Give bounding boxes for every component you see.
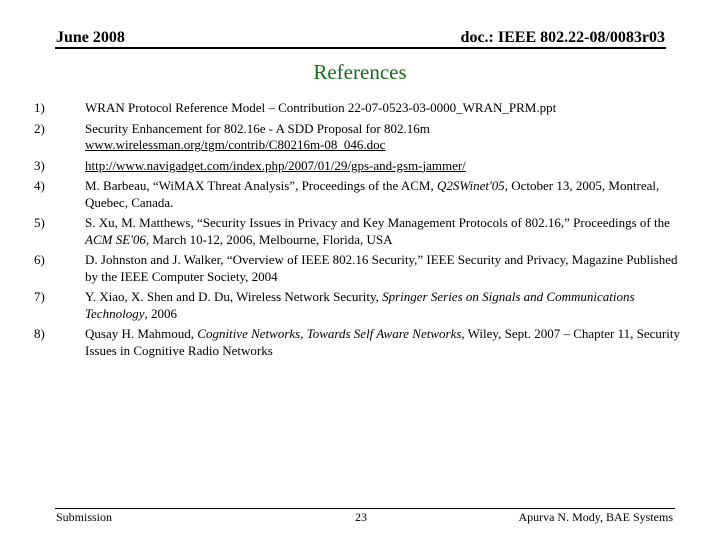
reference-text <box>85 100 684 117</box>
reference-item <box>34 289 684 322</box>
reference-text <box>85 158 684 175</box>
reference-text <box>85 121 684 154</box>
reference-item <box>34 252 684 285</box>
reference-text-segment: Security Enhancement for 802.16e - A SDD Proposal for 802.16m <box>85 120 430 136</box>
reference-italic-text: Springer Series on Signals and Communications Technology <box>85 289 635 321</box>
header-doc-id: doc.: IEEE 802.22-08/0083r03 <box>460 29 665 46</box>
reference-text-segment: , 2006 <box>144 305 177 321</box>
reference-text-segment: S. Xu, M. Matthews, “Security Issues in Privacy and Key Management Protocols of 802.16,” Proceedings of the <box>85 215 670 230</box>
reference-item <box>34 215 684 248</box>
reference-italic-text: Q2SWinet'05 <box>436 178 505 193</box>
reference-link[interactable]: www.wirelessman.org/tgm/contrib/C80216m-08_046.doc <box>85 137 386 152</box>
reference-text <box>85 252 684 285</box>
reference-text-segment: M. Barbeau, “WiMAX Threat Analysis”, Proceedings of the ACM, <box>85 178 437 193</box>
reference-italic-text: Cognitive Networks, Towards Self Aware Networks <box>197 326 462 341</box>
reference-item <box>34 326 684 359</box>
slide-title: References <box>313 60 407 84</box>
reference-text <box>85 326 684 359</box>
reference-text-segment: , Wiley, Sept. 2007 – Chapter 11, Security Issues in Cognitive Radio Networks <box>85 326 680 358</box>
header-date: June 2008 <box>56 29 125 46</box>
reference-item <box>34 121 684 154</box>
reference-text-segment: Qusay H. Mahmoud, <box>85 326 198 341</box>
reference-number: 5) <box>34 215 45 230</box>
footer-page-number: 23 <box>355 510 367 524</box>
reference-number: 7) <box>34 289 45 304</box>
footer-submission: Submission <box>56 510 113 524</box>
reference-number: 1) <box>34 100 45 115</box>
reference-number: 8) <box>34 326 45 341</box>
reference-item <box>34 100 684 117</box>
reference-text <box>85 289 684 322</box>
reference-item <box>34 178 684 211</box>
reference-link[interactable]: http://www.navigadget.com/index.php/2007/01/29/gps-and-gsm-jammer/ <box>85 157 466 173</box>
reference-text <box>85 215 684 248</box>
footer-author: Apurva N. Mody, BAE Systems <box>518 510 673 524</box>
reference-number: 6) <box>34 252 45 267</box>
reference-item <box>34 158 684 175</box>
reference-text-segment: , October 13, 2005, Montreal, Quebec, Canada. <box>85 178 660 210</box>
reference-text-segment: D. Johnston and J. Walker, “Overview of IEEE 802.16 Security,” IEEE Security and Privacy, Magazine Published by the IEEE Computer Society, 2004 <box>85 252 678 284</box>
header-divider <box>55 47 666 49</box>
reference-text <box>85 178 684 211</box>
reference-text-segment: Y. Xiao, X. Shen and D. Du, Wireless Network Security, <box>85 289 383 304</box>
reference-number: 2) <box>34 120 45 136</box>
reference-text-segment: , March 10-12, 2006, Melbourne, Florida, USA <box>145 231 393 247</box>
footer-divider <box>55 508 675 509</box>
reference-text-segment: WRAN Protocol Reference Model – Contribution 22-07-0523-03-0000_WRAN_PRM.ppt <box>85 100 557 115</box>
reference-number: 4) <box>34 178 45 193</box>
reference-number: 3) <box>34 157 45 173</box>
reference-italic-text: ACM SE'06 <box>85 231 146 247</box>
reference-list <box>34 100 684 363</box>
